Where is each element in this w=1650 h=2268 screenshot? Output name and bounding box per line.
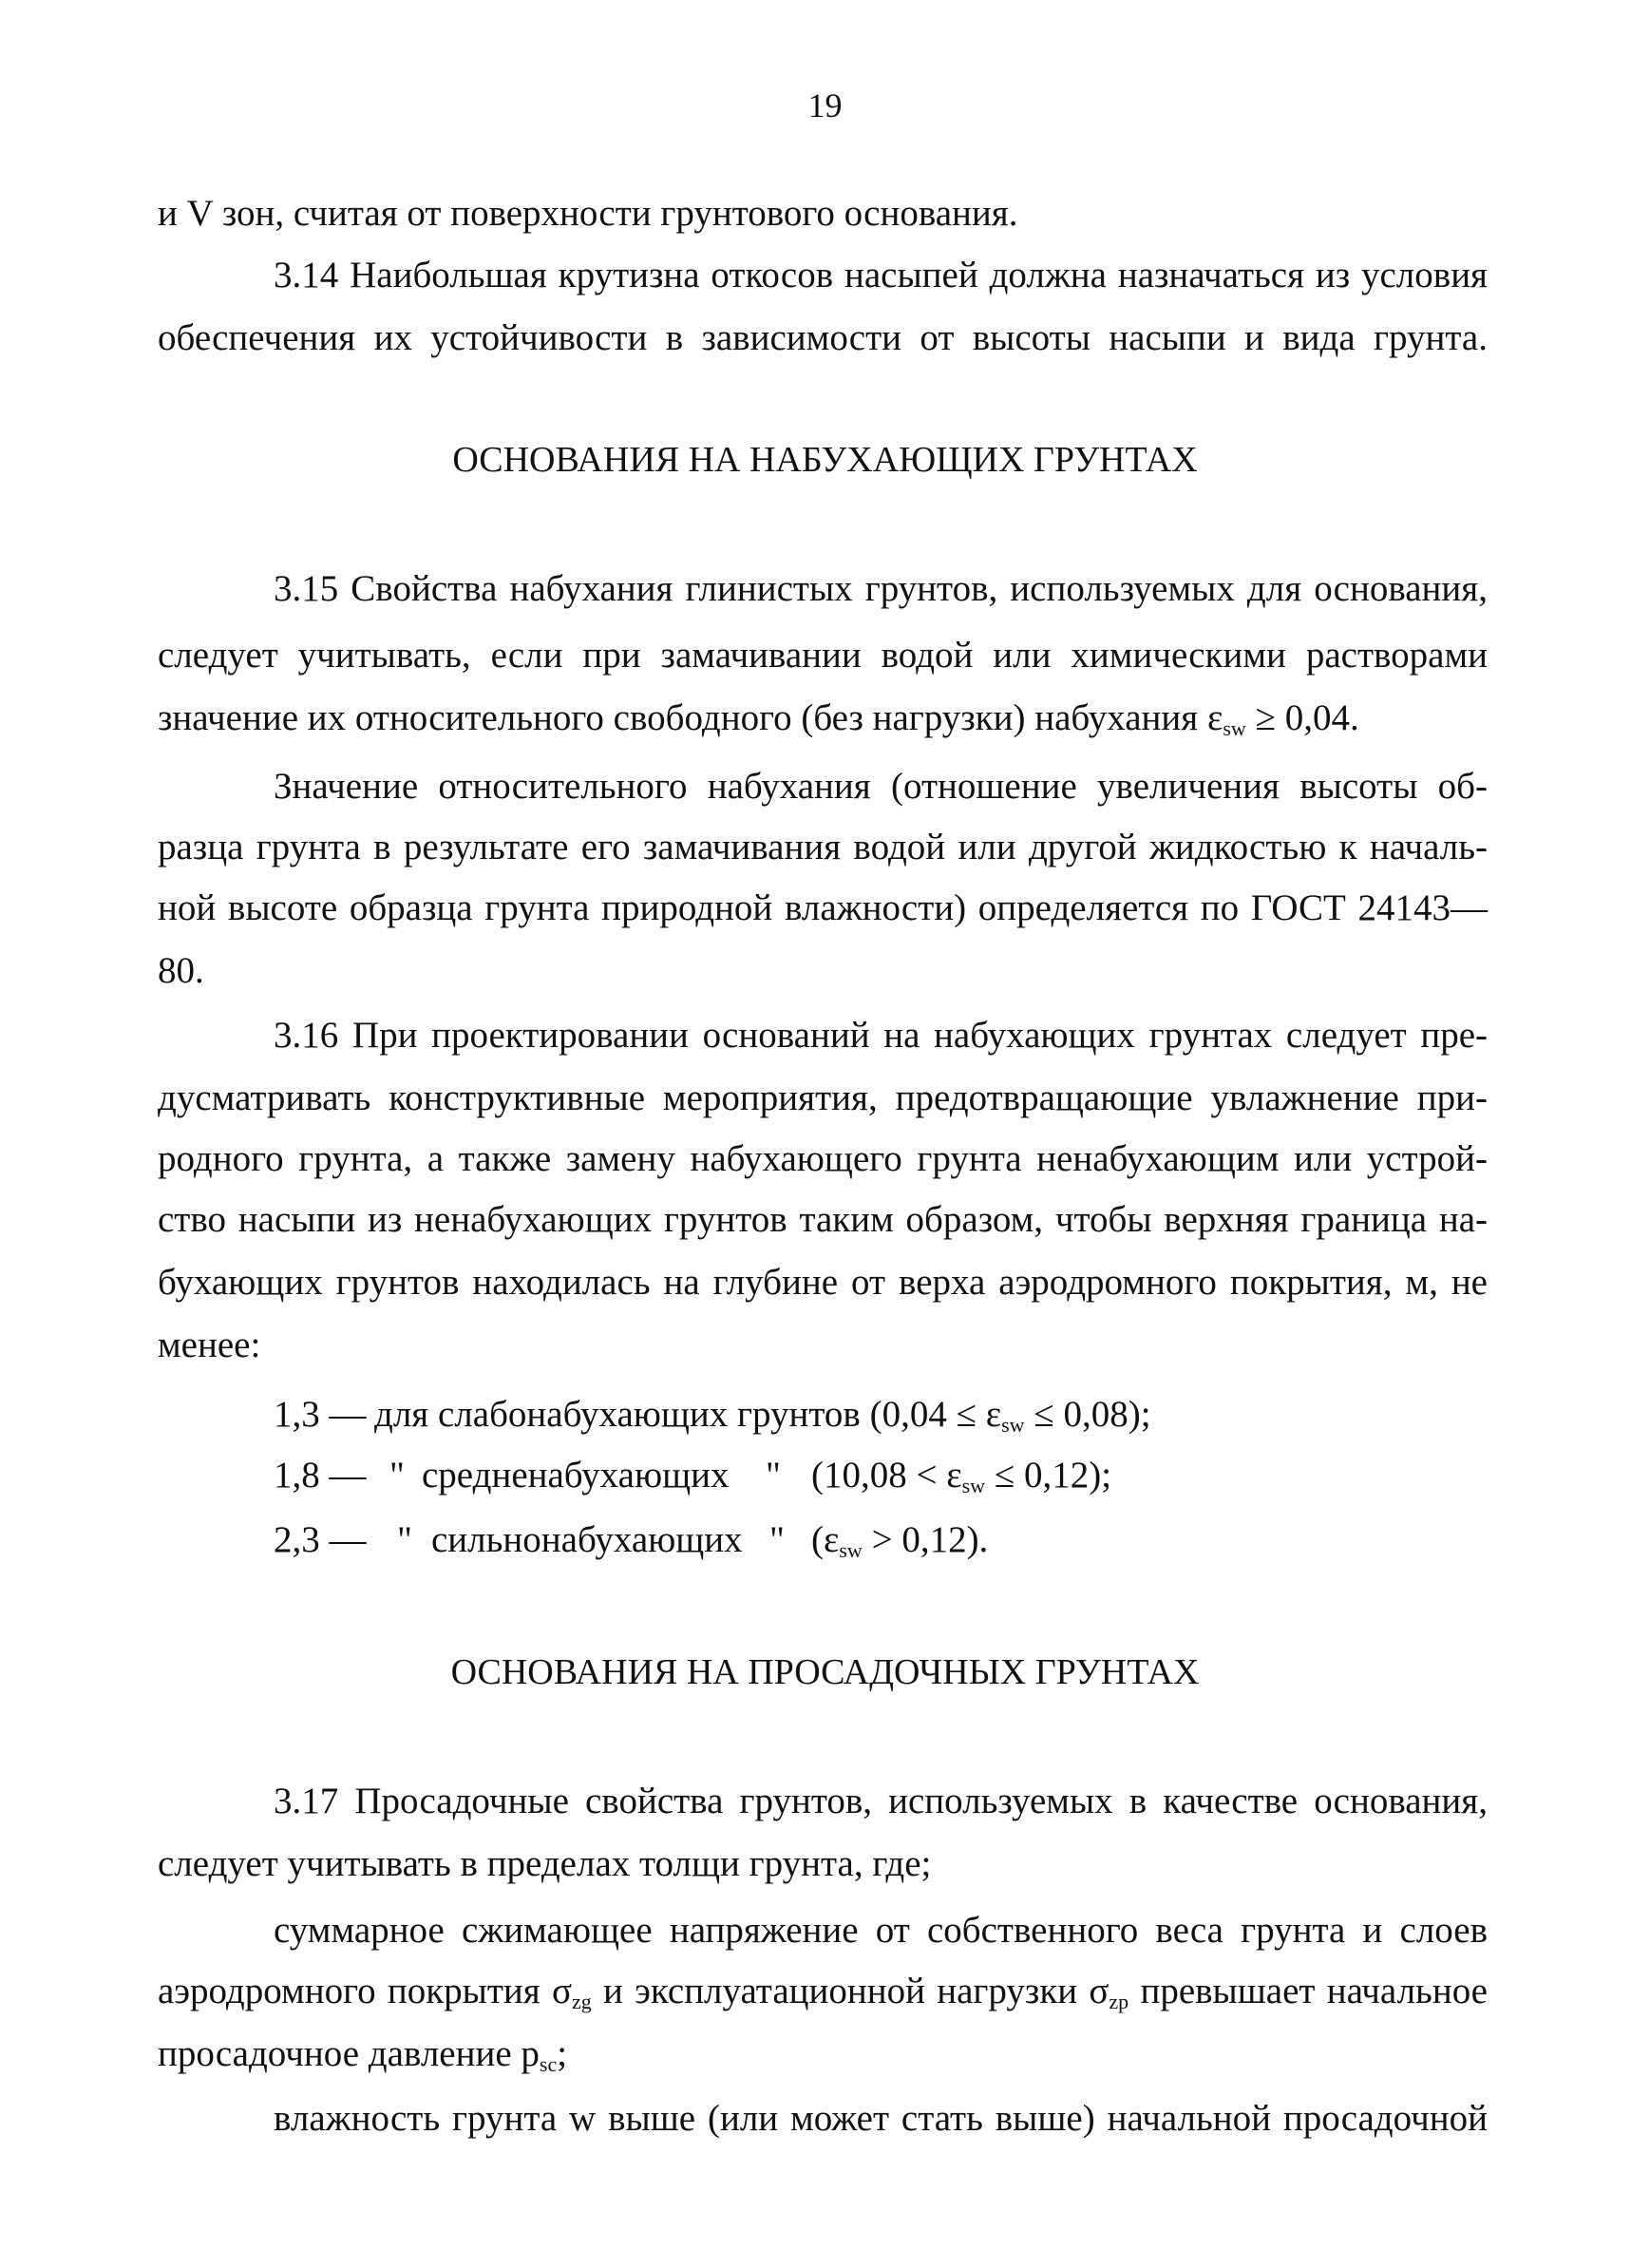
subscript: sc xyxy=(539,2052,558,2076)
list-item-text xyxy=(374,1393,1151,1438)
ditto-mark: " xyxy=(397,1519,412,1560)
text-line-with-formula xyxy=(158,699,1488,739)
depth-value: 1,3 — xyxy=(274,1394,367,1435)
condition: (ε xyxy=(811,1519,840,1560)
condition xyxy=(811,1518,988,1563)
text-fragment: аэродромного покрытия σ xyxy=(158,1971,573,2011)
text-fragment: ≥ 0,04. xyxy=(1245,697,1359,738)
clause-3-16-line: 3.16 При проектировании оснований на набухающих грунтах следует пре- xyxy=(274,1015,1488,1056)
text-line: следует учитывать, если при замачивании водой или химическими растворами xyxy=(158,635,1488,676)
section-heading-swelling-soils: ОСНОВАНИЯ НА НАБУХАЮЩИХ ГРУНТАХ xyxy=(452,440,1198,480)
soil-type-label: сильнонабухающих xyxy=(431,1519,743,1560)
list-item xyxy=(0,1518,1650,1562)
text-fragment: значение их относительного свободного (без нагрузки) набухания ε xyxy=(158,697,1223,738)
text-line: следует учитывать в пределах толщи грунта, где; xyxy=(158,1843,932,1884)
paragraph-line: влажность грунта w выше (или может стать выше) начальной просадочной xyxy=(274,2098,1488,2139)
condition xyxy=(811,1454,1111,1498)
clause-3-15-line: 3.15 Свойства набухания глинистых грунтов, используемых для основания, xyxy=(274,568,1488,609)
depth-value: 2,3 — xyxy=(274,1519,367,1560)
list-item xyxy=(0,1454,1650,1497)
soil-type-label: средненабухающих xyxy=(422,1455,730,1496)
text-fragment: и эксплуатационной нагрузки σ xyxy=(591,1971,1109,2011)
ditto-mark: " xyxy=(389,1455,405,1496)
condition: ≤ 0,12); xyxy=(985,1455,1112,1496)
text-line: обеспечения их устойчивости в зависимости от высоты насыпи и вида грунта. xyxy=(158,317,1488,358)
text-line: дусматривать конструктивные мероприятия, предотвращающие увлажнение при- xyxy=(158,1077,1488,1118)
section-heading-collapsible-soils: ОСНОВАНИЯ НА ПРОСАДОЧНЫХ ГРУНТАХ xyxy=(450,1652,1200,1692)
text-line-with-formula xyxy=(158,2035,1488,2075)
clause-3-14-line: 3.14 Наибольшая крутизна откосов насыпей должна назначаться из условия xyxy=(274,255,1488,295)
page-number: 19 xyxy=(807,86,843,124)
ditto-mark: " xyxy=(766,1455,781,1496)
subscript: zg xyxy=(572,1990,592,2013)
text-line: бухающих грунтов находилась на глубине от верха аэродромного покрытия, м, не xyxy=(158,1262,1488,1303)
paragraph-line: суммарное сжимающее напряжение от собственного веса грунта и слоев xyxy=(274,1910,1488,1951)
text-line: менее: xyxy=(158,1325,261,1365)
subscript: sw xyxy=(839,1538,863,1562)
subscript: sw xyxy=(1223,716,1246,740)
condition: ≤ 0,08); xyxy=(1024,1394,1151,1435)
subscript: sw xyxy=(961,1474,986,1497)
text-line: ство насыпи из ненабухающих грунтов таким образом, чтобы верхняя граница на- xyxy=(158,1199,1488,1240)
subscript: sw xyxy=(1001,1413,1025,1437)
soil-type-label: для слабонабухающих грунтов xyxy=(374,1394,861,1435)
condition: > 0,12). xyxy=(862,1519,989,1560)
ditto-mark: " xyxy=(769,1519,785,1560)
text-line: и V зон, считая от поверхности грунтового основания. xyxy=(158,193,1018,234)
text-fragment: превышает начальное xyxy=(1128,1971,1488,2011)
text-line: ной высоте образца грунта природной влажности) определяется по ГОСТ 24143— xyxy=(158,887,1488,928)
text-fragment: просадочное давление p xyxy=(158,2033,540,2074)
list-item xyxy=(0,1393,1650,1437)
condition: (0,04 ≤ ε xyxy=(860,1394,1002,1435)
subscript: zp xyxy=(1109,1990,1129,2013)
text-line: родного грунта, а также замену набухающего грунта ненабухающим или устрой- xyxy=(158,1138,1488,1179)
text-line: 80. xyxy=(158,950,204,991)
text-line: разца грунта в результате его замачивания водой или другой жидкостью к началь- xyxy=(158,827,1488,867)
text-fragment: ; xyxy=(557,2033,568,2074)
paragraph-line: Значение относительного набухания (отношение увеличения высоты об- xyxy=(274,766,1488,807)
depth-value: 1,8 — xyxy=(274,1455,367,1496)
clause-3-17-line: 3.17 Просадочные свойства грунтов, используемых в качестве основания, xyxy=(274,1781,1488,1821)
text-line-with-formula xyxy=(158,1973,1488,2012)
condition: (10,08 < ε xyxy=(811,1455,962,1496)
